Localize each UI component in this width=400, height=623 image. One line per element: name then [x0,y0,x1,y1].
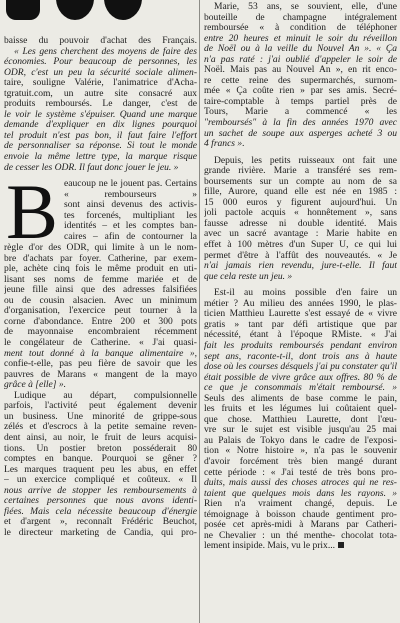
text-line: dose où les courses désquels j'ai pu constater qu'il [204,361,397,373]
text-line: « Les gens cherchent des moyens de faire des [14,45,197,57]
lead-paragraph [4,36,197,173]
text-line: tion « Notre histoire », n'a pas le souvenir [204,445,397,457]
text-line: ple, achète cinq fois le même produit en uti- [4,263,197,275]
text-line: témoignage à boisson chaude gentiment pro- [204,508,397,520]
text-line-content: lement insipide. Mais, vu le prix... [204,540,335,552]
text-line: nous arrive de stopper les remboursements à [4,484,197,496]
text-line: 15 000 euros y figurent aujourd'hui. Un [204,196,397,208]
text-line: fiées. Mais cela nécessite beaucoup d'énergie [4,505,197,517]
text-line: Noël. Mais pas au Nouvel An », en rit enco- [204,64,397,76]
text-line: ticien Matthieu Laurette s'est essayé de « vivre [204,308,397,320]
text-line: ne Chevalier : un thé menthe- chocolat tota- [204,529,397,541]
headline-glyph [56,0,94,20]
text-line: tions. Un postier breton posséderait 80 [4,442,197,454]
text-line: tes forcenés, multipliant les [64,209,197,221]
right-column [204,2,397,623]
text-line: d'avoir forcément très bien mangé durant [204,455,397,467]
text-line: certaines personnes que nous avons identi- [4,495,197,507]
text-line: Depuis, les petits ruisseaux ont fait une [214,154,397,166]
column-divider [199,0,200,623]
text-line: « rembourseurs » [64,188,197,200]
text-line: boursements sur un compte au nom de sa [204,175,397,187]
text-line: tel produit n'est pas bon, il faut faire l'effort [4,129,197,141]
text-line: remboursée « à condition de téléphoner [204,22,397,34]
text-line: taire, souligne Valérie, l'animatrice d'Acha- [4,77,197,89]
headline-glyph [104,0,142,20]
text-line: Marie, 53 ans, se souvient, elle, d'une [214,2,397,12]
text-line: mée « Ça coûte rien » par ses amis. Secré- [204,85,397,97]
text-line: produits remboursés. Le danger, c'est de [4,98,197,110]
text-line: fille, Aurore, quand elle est née en 1985 : [204,186,397,198]
text-line: d'organisation, l'exercice peut tourner à la [4,305,197,317]
text-line: les fruits et les légumes lui coûtaient quel- [204,403,397,415]
text-line: vre sur le sujet est visible jusqu'au 25 mai [204,424,397,436]
text-line: lisant ses noms de femme mariée et de [4,273,197,285]
left-column [4,36,197,623]
text-line: de personnaliser sa réponse. Si tout le monde [4,140,197,152]
headline-glyph [6,0,40,20]
text-line: Les marques traquent peu les abus, en effet [4,463,197,475]
text-line: économies. Pour beaucoup de personnes, les [4,56,197,68]
text-line: gratis » tant par défi artistique que par [204,318,397,330]
text-line: joli pactole acquis « honnêtement », sans [204,207,397,219]
text-line: tgratuit.com, un autre site consacré aux [4,87,197,99]
text-line: de mayonnaise encombraient récemment [4,326,197,338]
text-line: demande d'expliquer en dix lignes pourquoi [4,119,197,131]
text-line: Est-il au moins possible d'en faire un [214,287,397,299]
text-line: était possible de vivre grâce aux offres. 80 % de [204,371,397,383]
text-line: – un exercice compliqué et coûteux. « Il [4,474,197,486]
text-line: ODR, c'est un peu la sécurité sociale alimen- [4,66,197,78]
text-line: le congélateur de Catherine. « J'ai quasi- [4,337,197,349]
drop-cap: B [6,168,59,256]
text-line: identités – et les comptes ban- [64,220,197,232]
text-line: taient que quelques mois dans les rayons. » [204,487,397,499]
text-line: "remboursés" à la fin des années 1970 avec [204,117,397,129]
text-line: de cesser les ODR. Il faut donc jouer le jeu. » [4,161,179,173]
text-line: ce que je consommais m'était remboursé. » [204,382,397,394]
text-line: eaucoup ne le jouent pas. Certains [64,178,197,190]
text-line: n'ai jamais rien revendu, jure-t-elle. Il faut [204,260,397,272]
text-line: 4 francs ». [204,138,245,150]
text-line: règle d'or des ODR, qui limite à un le nom- [4,242,197,254]
text-line: duits, mais aussi des choses atroces qui ne res- [204,477,397,489]
text-line: permet d'être à l'affût des nouveautés. « Je [204,249,397,261]
text-line: posée cet après-midi à Marans par Catheri- [204,519,397,531]
text-line: avec un sacré avantage : Marie habite en [204,228,397,240]
text-line: un business. Une minorité de grippe-sous [4,410,197,422]
text-line: Seuls des aliments de base comme le pain, [204,392,397,404]
text-line [204,541,397,552]
text-line: effet à 100 mètres d'un Super U, ce qui lui [204,239,397,251]
text-line: de Noël ou à la veille du Nouvel An ». « Ça [204,43,397,55]
text-line: baisse du pouvoir d'achat des Français. [4,36,197,46]
headline-fragment [0,0,148,28]
text-line: Tours, Marie a commencé « les [204,106,397,118]
text-line: Rien n'a vraiment changé, depuis. Le [204,498,397,510]
text-line: re cette reine des supermarchés, surnom- [204,74,397,86]
text-line: zélés et d'escrocs à la petite semaine reven- [4,421,197,433]
text-line: et d'argent », reconnaît Frédéric Beuchot, [4,516,197,528]
text-line: sont ainsi devenus des activis- [64,199,197,211]
text-line: grâce à [elle] ». [4,379,67,391]
text-line: envoie la même lettre type, la marque risque [4,151,197,163]
text-line: le voir le système s'épuiser. Quand une marque [4,108,197,120]
text-line: nécessité, étant à l'époque RMiste. « J'ai [204,329,397,341]
text-line: un sachet de soupe aux asperges acheté 3 ou [204,127,397,139]
paragraph [204,288,397,552]
text-line: métier ? Au milieu des années 1990, le plas- [204,297,397,309]
text-line: le directeur marketing de Candia, qui pro- [4,526,197,538]
text-line: ment tout donné à la banque alimentaire », [4,347,197,359]
text-line: dent ainsi, au noir, le fruit de leurs acquisi- [4,431,197,443]
text-line: pauvres de Marans « mangent de la mayo [4,368,197,380]
text-line: sept ans, raconte-t-il, dont trois ans à haute [204,350,397,362]
text-line: que cela reste un jeu. » [204,270,293,282]
text-line: que chose. Matthieu Laurette, dont l'œu- [204,413,397,425]
text-line: grande rivière. Marie a transféré ses rem- [204,165,397,177]
text-line: taire-comptable à temps partiel près de [204,95,397,107]
text-line: cette période : « J'ai testé de très bons pro- [204,466,397,478]
text-line: jeune fille ainsi que des adresses falsifiées [4,284,197,296]
text-line: n'a pas raté : j'ai oublié d'appeler le soir de [204,53,397,65]
end-of-article-mark [338,542,344,548]
text-line: ou de cousin alsacien. Avec un minimum [4,294,197,306]
text-line: au Palais de Tokyo dans le cadre de l'exposi- [204,434,397,446]
text-line: entre 20 heures et minuit le soir du réveillon [204,32,397,44]
paragraph [204,2,397,150]
text-line: Ludique au départ, compulsionnelle [14,389,197,401]
text-line: confie-t-elle, pas peu fière de savoir que les [4,358,197,370]
paragraph [204,156,397,283]
paragraph [4,391,197,539]
text-line: corne d'abondance. Entre 200 et 300 pots [4,315,197,327]
text-line: bouteille de champagne intégralement [204,11,397,23]
text-line: comptes en banque. Pourquoi se gêner ? [4,453,197,465]
text-line: fausse adresse ni double identité. Mais [204,217,397,229]
text-line: caires – afin de contourner la [64,230,197,242]
text-line: bre d'achats par foyer. Catherine, par exem- [4,252,197,264]
text-line: fait les produits remboursés pendant environ [204,339,397,351]
text-line: parfois, l'activité peut également devenir [4,400,197,412]
drop-cap-paragraph [4,168,197,391]
